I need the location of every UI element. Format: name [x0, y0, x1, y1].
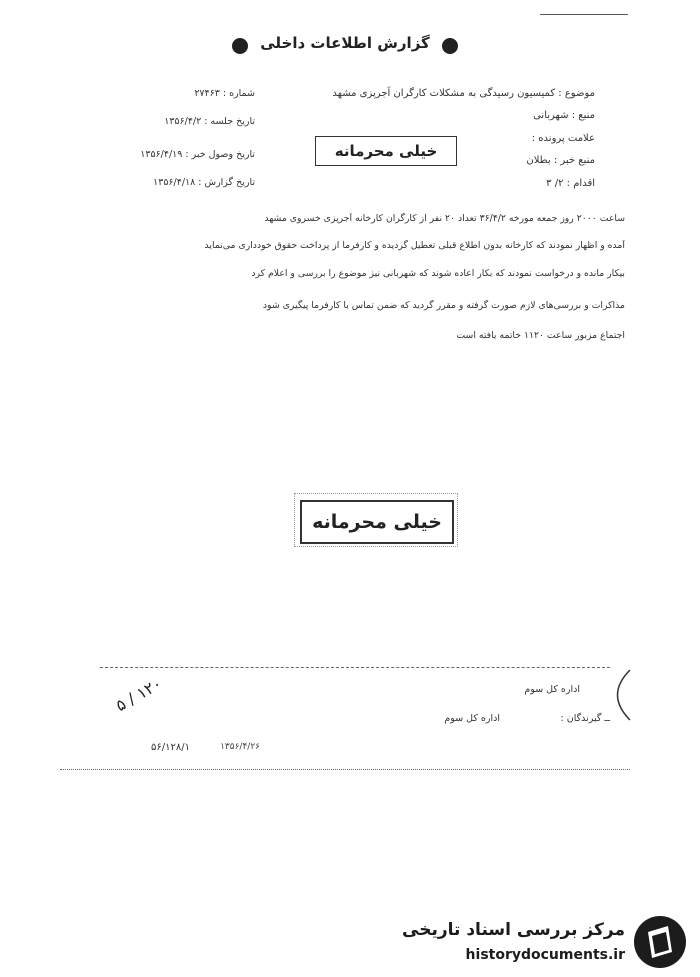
watermark-org-name: مرکز بررسی اسناد تاریخی: [402, 920, 625, 940]
file-marker-label: علامت پرونده :: [531, 133, 595, 144]
footer-line-1: اداره کل سوم: [524, 684, 580, 695]
handwritten-note: ۱۲۰ / ۵: [112, 673, 166, 716]
meta-number: شماره : ۲۷۴۶۳: [194, 88, 255, 99]
classification-stamp-top: خیلی محرمانه: [315, 136, 457, 166]
source-label: منبع :: [571, 110, 595, 121]
emblem-right-icon: [442, 38, 458, 54]
subject-value: کمیسیون رسیدگی به مشکلات کارگران آجرپزی مشهد: [332, 88, 556, 99]
stamp-smudge: [294, 493, 458, 547]
body-line-3: بیکار مانده و درخواست نمودند که بکار اعاده شوند که شهربانی نیز موضوع را بررسی و اعلام کرد: [251, 268, 625, 279]
action-label: اقدام :: [566, 178, 595, 189]
body-line-5: اجتماع مزبور ساعت ۱۱۲۰ خاتمه یافته است: [456, 330, 625, 341]
watermark-url: historydocuments.ir: [465, 947, 625, 963]
body-line-4: مذاکرات و بررسی‌های لازم صورت گرفته و مقرر گردید که ضمن تماس با کارفرما پیگیری شود: [262, 300, 625, 311]
footer-line-3: اداره کل سوم: [444, 713, 500, 724]
meta-report-date2: تاریخ گزارش : ۱۳۵۶/۴/۱۸: [153, 177, 255, 188]
document-title: گزارش اطلاعات داخلی: [260, 34, 430, 52]
reference-value: بطلان: [526, 155, 551, 166]
source-value: شهربانی: [533, 110, 569, 121]
meta-receipt-date: تاریخ وصول خبر : ۱۳۵۶/۴/۱۹: [140, 149, 255, 160]
bracket-curve-icon: [600, 665, 640, 725]
body-line-1: ساعت ۲۰۰۰ روز جمعه مورخه ۳۶/۴/۲ تعداد ۲۰ نفر از کارگران کارخانه آجرپزی خسروی مشهد: [264, 213, 625, 224]
top-border: [540, 14, 628, 15]
action-line: [445, 178, 595, 189]
action-value: ۲/ ۳: [546, 178, 564, 189]
subject-label: موضوع :: [558, 88, 595, 99]
source-line: [265, 110, 595, 121]
archive-logo-icon: [630, 912, 690, 972]
reference-label: منبع خبر :: [553, 155, 595, 166]
footer-date: ۱۳۵۶/۴/۲۶: [220, 742, 260, 752]
footer-separator-bottom: [60, 769, 630, 770]
footer-separator-top: [100, 667, 610, 668]
reference-line: [445, 155, 595, 166]
subject-line: [265, 88, 595, 99]
body-line-2: آمده و اظهار نمودند که کارخانه بدون اطلاع قبلی تعطیل گردیده و کارفرما از پرداخت حقوق خودداری می‌نماید: [204, 240, 625, 251]
classification-stamp-middle: خیلی محرمانه: [300, 500, 454, 544]
handwritten-code: ۵۶/۱۲۸/۱: [151, 742, 190, 753]
footer-line-2: ــ گیرندگان :: [560, 713, 610, 724]
meta-report-date: تاریخ جلسه : ۱۳۵۶/۴/۲: [164, 116, 255, 127]
